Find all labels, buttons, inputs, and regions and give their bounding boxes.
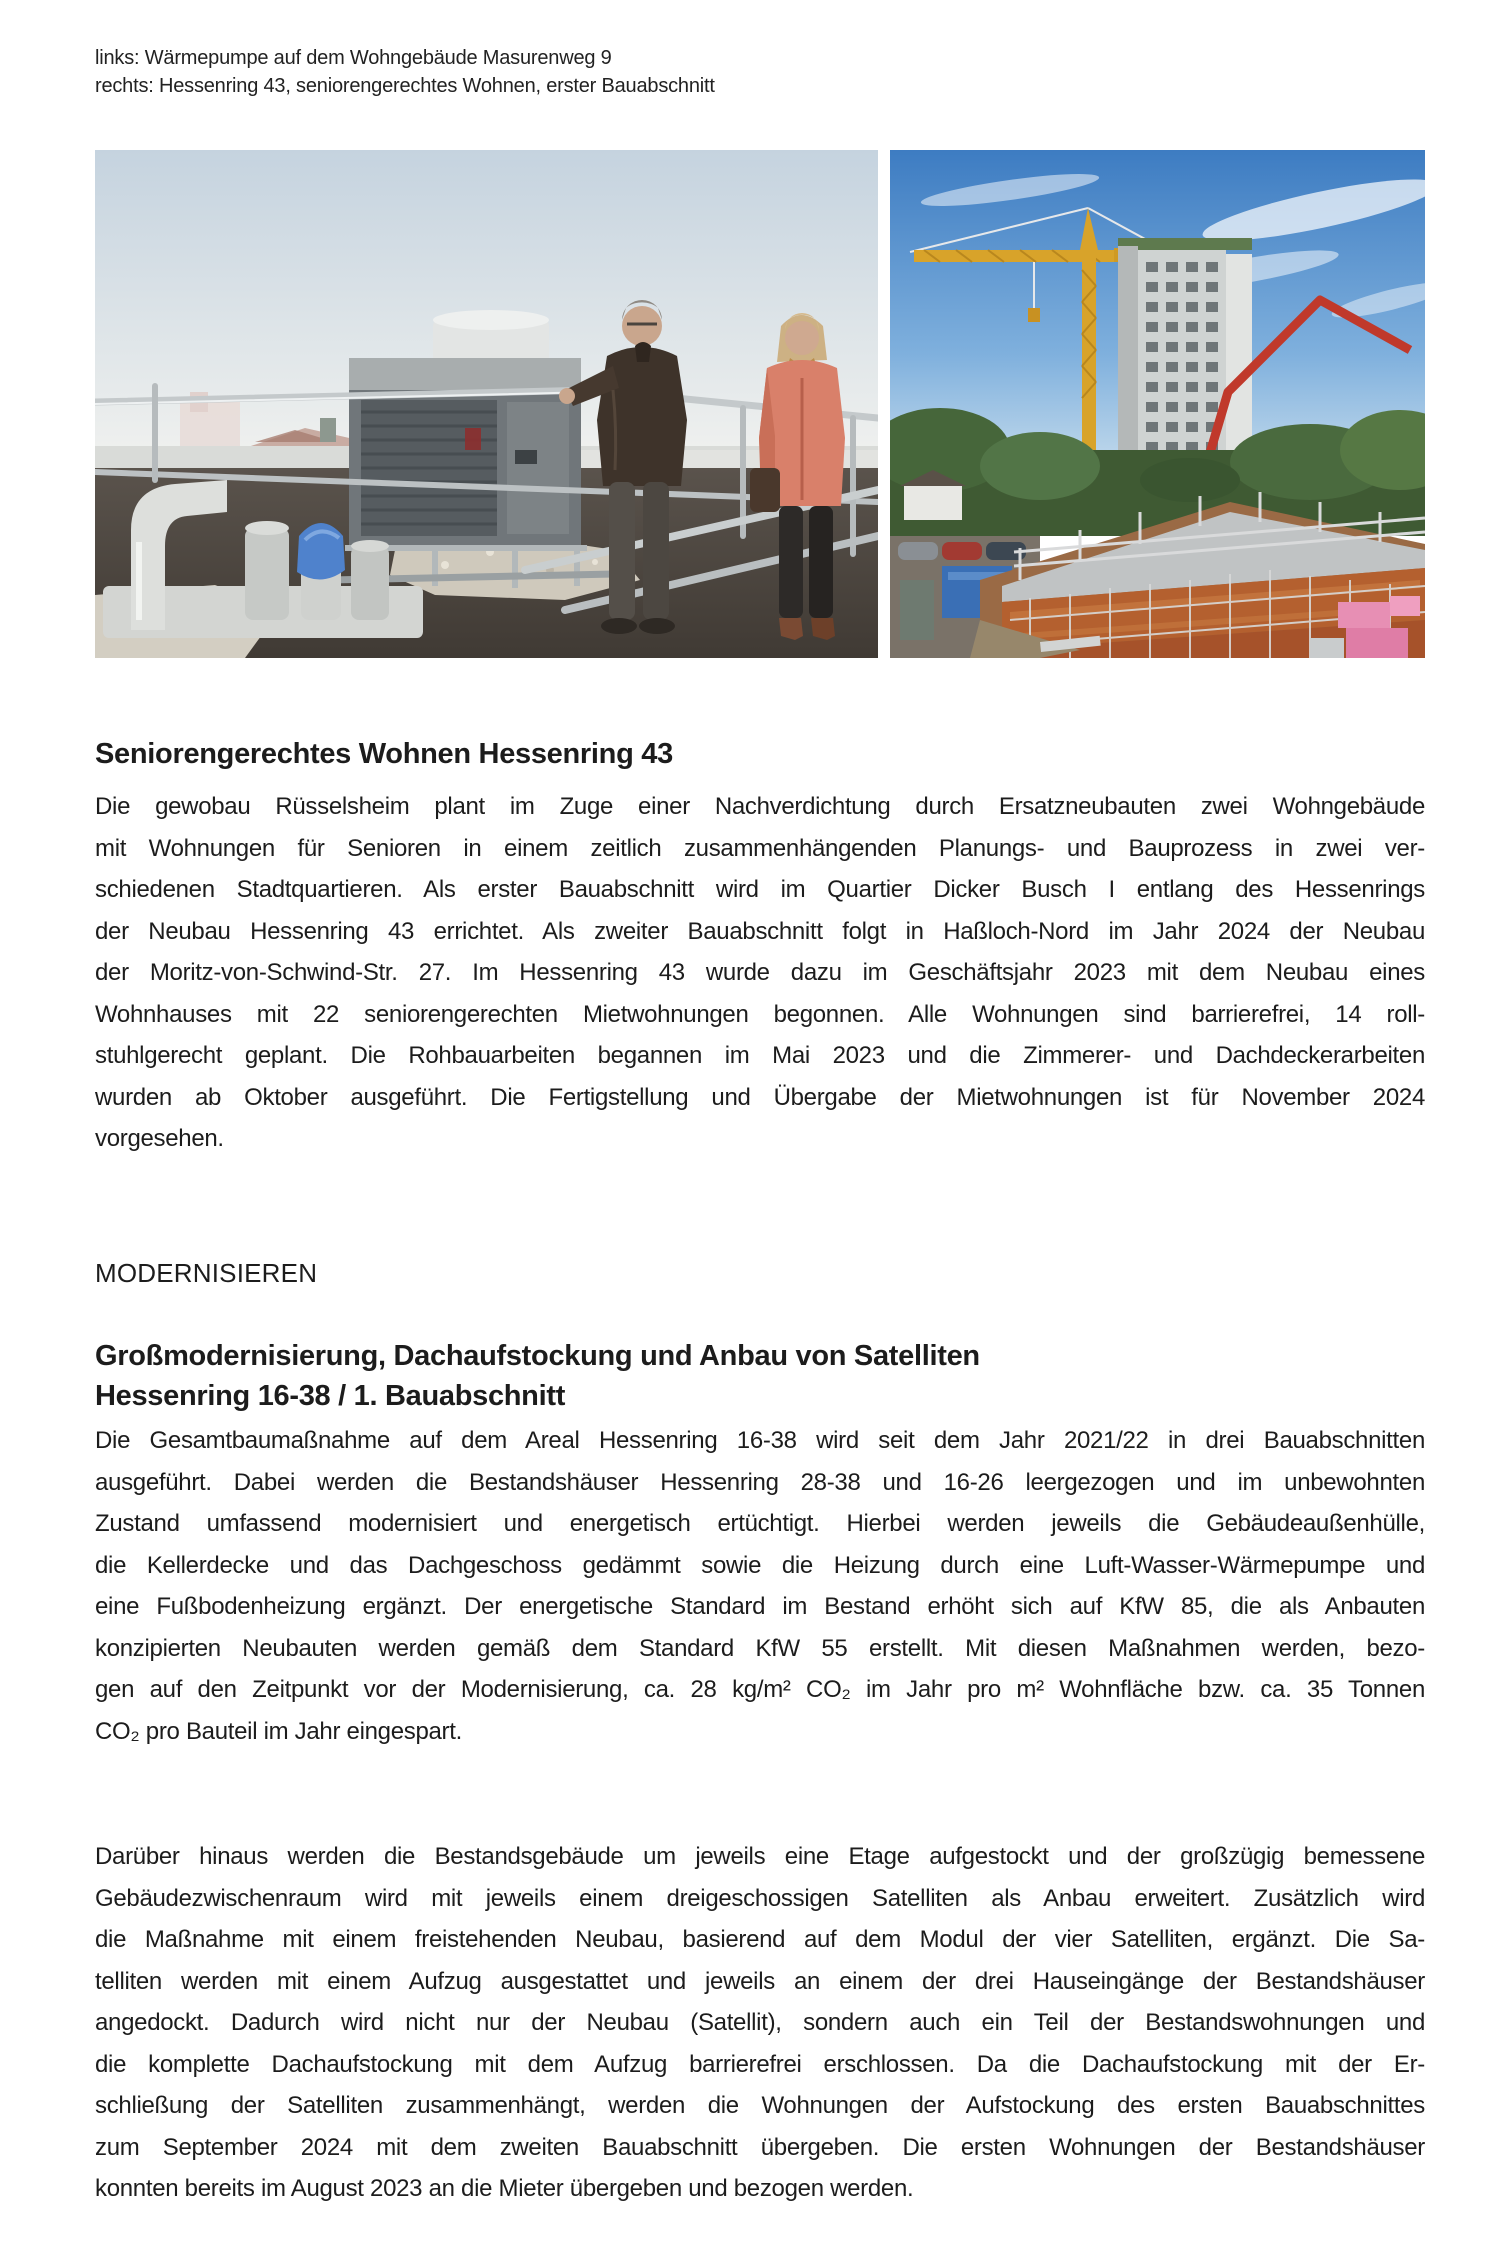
section-kicker-modernisieren: MODERNISIEREN: [95, 1258, 318, 1288]
photo-caption: [95, 44, 1425, 100]
text-line: CO₂ pro Bauteil im Jahr eingespart.: [95, 1717, 462, 1745]
photo-caption-line-right: rechts: Hessenring 43, seniorengerechtes Wohnen, erster Bauabschnitt: [95, 75, 715, 97]
text-line: die Maßnahme mit einem freistehenden Neubau, basierend auf dem Modul der vier Satelliten, ergänzt. Die Sa-: [95, 1926, 1425, 1953]
section1-paragraph: [95, 786, 1425, 1160]
text-line: zum September 2024 mit dem zweiten Bauabschnitt übergeben. Die ersten Wohnungen der Bestandshäuser: [95, 2133, 1425, 2161]
text-line: schließung der Satelliten zusammenhängt, werden die Wohnungen der Aufstockung des ersten Bauabschnittes: [95, 2092, 1425, 2119]
section2-heading-line1: Großmodernisierung, Dachaufstockung und Anbau von Satelliten: [95, 1340, 980, 1372]
text-line: Zustand umfassend modernisiert und energetisch ertüchtigt. Hierbei werden jeweils die Gebäudeaußenhülle,: [95, 1510, 1425, 1537]
left-photo-image: [95, 150, 878, 658]
section2-paragraph2: [95, 1836, 1425, 2210]
section2-heading: [95, 1336, 1425, 1416]
text-line: vorgesehen.: [95, 1125, 224, 1152]
photo-row: [95, 150, 1425, 658]
high-rise-building: [1118, 238, 1252, 484]
right-photo-image: [890, 150, 1425, 658]
text-line: die komplette Dachaufstockung mit dem Aufzug barrierefrei erschlossen. Da die Dachaufstockung mit der Er-: [95, 2050, 1425, 2078]
text-line: Gebäudezwischenraum wird mit jeweils einem dreigeschossigen Satelliten als Anbau erweitert. Zusätzlich wird: [95, 1884, 1425, 1912]
text-line: ausgeführt. Dabei werden die Bestandshäuser Hessenring 28-38 und 16-26 leergezogen und im unbewohnten: [95, 1468, 1425, 1496]
text-line: der Moritz-von-Schwind-Str. 27. Im Hessenring 43 wurde dazu im Geschäftsjahr 2023 mit dem Neubau eines: [95, 959, 1425, 986]
text-line: gen auf den Zeitpunkt vor der Modernisierung, ca. 28 kg/m² CO₂ im Jahr pro m² Wohnfläche bzw. ca. 35 Tonnen: [95, 1676, 1425, 1703]
text-line: die Kellerdecke und das Dachgeschoss gedämmt sowie die Heizung durch eine Luft-Wasser-Wärmepumpe und: [95, 1551, 1425, 1579]
text-line: mit Wohnungen für Senioren in einem zeitlich zusammenhängenden Planungs- und Bauprozess in zwei ver-: [95, 834, 1425, 862]
text-line: telliten werden mit einem Aufzug ausgestattet und jeweils an einem der drei Hauseingänge der Bestandshäuser: [95, 1967, 1425, 1995]
text-line: angedockt. Dadurch wird nicht nur der Neubau (Satellit), sondern auch ein Teil der Bestandswohnungen und: [95, 2009, 1425, 2036]
section2-paragraph1: [95, 1420, 1425, 1752]
text-line: eine Fußbodenheizung ergänzt. Der energetische Standard im Bestand erhöht sich auf KfW 85, die als Anbauten: [95, 1593, 1425, 1620]
photo-caption-line-left: links: Wärmepumpe auf dem Wohngebäude Masurenweg 9: [95, 47, 612, 69]
text-line: konnten bereits im August 2023 an die Mieter übergeben und bezogen werden.: [95, 2175, 914, 2202]
text-line: wurden ab Oktober ausgeführt. Die Fertigstellung und Übergabe der Mietwohnungen ist für November 2024: [95, 1083, 1425, 1111]
text-line: Darüber hinaus werden die Bestandsgebäude um jeweils eine Etage aufgestockt und der großzügig bemessene: [95, 1843, 1425, 1870]
text-line: der Neubau Hessenring 43 errichtet. Als zweiter Bauabschnitt folgt in Haßloch-Nord im Jahr 2024 der Neubau: [95, 917, 1425, 945]
left-photo-heat-pump: [95, 150, 878, 658]
text-line: schiedenen Stadtquartieren. Als erster Bauabschnitt wird im Quartier Dicker Busch I entlang des Hessenrings: [95, 876, 1425, 903]
text-line: konzipierten Neubauten werden gemäß dem Standard KfW 55 erstellt. Mit diesen Maßnahmen werden, bezo-: [95, 1634, 1425, 1662]
text-line: stuhlgerecht geplant. Die Rohbauarbeiten begannen im Mai 2023 und die Zimmerer- und Dachdeckerarbeiten: [95, 1042, 1425, 1069]
section1-heading: Seniorengerechtes Wohnen Hessenring 43: [95, 738, 673, 770]
text-line: Die Gesamtbaumaßnahme auf dem Areal Hessenring 16-38 wird seit dem Jahr 2021/22 in drei Bauabschnitten: [95, 1427, 1425, 1454]
section2-heading-line2: Hessenring 16-38 / 1. Bauabschnitt: [95, 1380, 566, 1412]
right-photo-construction-site: [890, 150, 1425, 658]
text-line: Die gewobau Rüsselsheim plant im Zuge einer Nachverdichtung durch Ersatzneubauten zwei Wohngebäude: [95, 793, 1425, 820]
text-line: Wohnhauses mit 22 seniorengerechten Mietwohnungen begonnen. Alle Wohnungen sind barrierefrei, 14 roll-: [95, 1000, 1425, 1028]
